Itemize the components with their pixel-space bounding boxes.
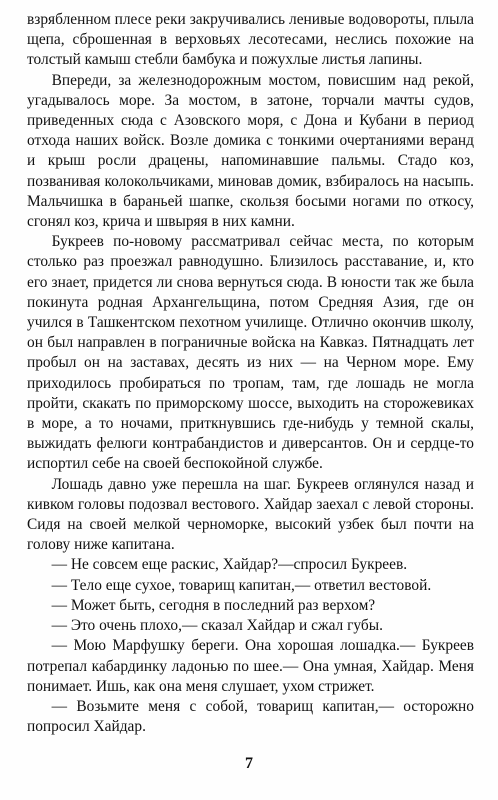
dialogue-line: — Это очень плохо,— сказал Хайдар и сжал губы. xyxy=(51,617,383,635)
paragraph-bukreev-memories: Букреев по-новому рассматривал сейчас места, по которым столько раз проезжал равнодушно. Близилось расставание, и, кто его знает, придется ли снова вернуться сюда. В юности так же была покинута родная Архангельщина, потом Средняя Азия, где он учился в Ташкентском пехотном училище. Отлично окончив школу, он был направлен в пограничные войска на Кавказ. Пятнадцать лет пробыл он на заставах, десять из них — на Черном море. Ему приходилось пробираться по тропам, там, где лошадь не могла пройти, скакать по приморскому шоссе, выходить на сторожевиках в море, а то ночами, приткнувшись где-нибудь у темной скалы, выжидать фелюги контрабандистов и диверсантов. Он и сердце-то испортил себе на своей беспокойной службе. xyxy=(27,233,474,473)
paragraph-horse-walk: Лошадь давно уже перешла на шаг. Букреев оглянулся назад и кивком головы подозвал вестового. Хайдар заехал с левой стороны. Сидя на своей мелкой черноморке, высокий узбек был почти на голову ниже капитана. xyxy=(27,475,474,554)
body-text xyxy=(27,10,474,737)
dialogue-line: — Может быть, сегодня в последний раз верхом? xyxy=(51,596,376,614)
dialogue-line: — Мою Марфушку береги. Она хорошая лошадка.— Букреев потрепал кабардинку ладонью по шее.— Она умная, Хайдар. Меня понимает. Ишь, как она меня слушает, ухом стрижет. xyxy=(27,637,474,695)
dialogue-line: — Не совсем еще раскис, Хайдар?—спросил Букреев. xyxy=(51,556,408,574)
dialogue-line: — Тело еще сухое, товарищ капитан,— ответил вестовой. xyxy=(51,576,432,594)
paragraph-river: взрябленном плесе реки закручивались ленивые водовороты, плыла щепа, сброшенная в верховьях лесотесами, неслись похожие на толстый камыш стебли бамбука и пожухлые листья лапины. xyxy=(27,11,474,69)
dialogue-line: — Возьмите меня с собой, товарищ капитан,— осторожно попросил Хайдар. xyxy=(27,697,474,736)
paragraph-sea-view: Впереди, за железнодорожным мостом, повисшим над рекой, угадывалось море. За мостом, в затоне, торчали мачты судов, приведенных сюда с Азовского моря, с Дона и Кубани в период отхода наших войск. Возле домика с тонкими очертаниями веранд и крыш росли драцены, напоминавшие пальмы. Стадо коз, позванивая колокольчиками, миновав домик, взбиралось на насыпь. Мальчишка в бараньей шапке, скользя босыми ногами по откосу, сгонял коз, крича и швыряя в них камни. xyxy=(27,71,474,231)
page-number: 7 xyxy=(245,755,253,772)
